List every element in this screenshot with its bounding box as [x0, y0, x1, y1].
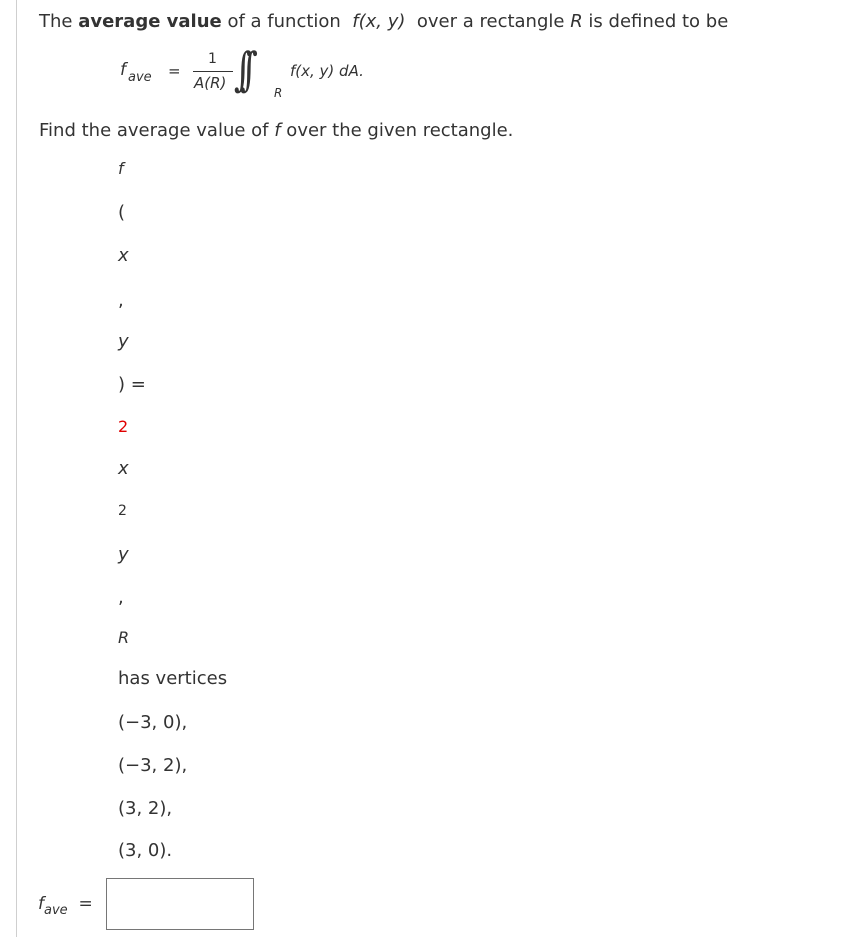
vertex-3: (3, 2), [118, 798, 173, 819]
vertex-2: (−3, 2), [118, 755, 188, 776]
integral-region: R [274, 86, 283, 100]
intro-mid: of a function [221, 11, 347, 32]
fraction-bar [193, 71, 233, 72]
stack-x-squared-base: x [118, 458, 129, 479]
vertex-4: (3, 0). [118, 840, 173, 861]
prompt-prefix: Find the average value of [39, 120, 275, 141]
answer-f-symbol: f [38, 894, 44, 914]
answer-subscript: ave [44, 903, 68, 918]
double-integral-symbol: ∫∫ [234, 42, 246, 96]
fraction-denominator: A(R) [194, 74, 227, 92]
stack-rparen-equals: ) = [118, 374, 146, 395]
intro-rect: R [570, 11, 583, 32]
intro-bold-term: average value [78, 11, 222, 32]
answer-equals: = [78, 894, 93, 914]
intro-function: f(x, y) [352, 11, 406, 32]
intro-prefix: The [39, 11, 79, 32]
stack-coefficient: 2 [118, 417, 129, 436]
stack-comma: , [118, 290, 124, 311]
question-prompt [39, 119, 513, 143]
intro-mid2: over a rectangle [411, 11, 571, 32]
stack-has-vertices: has vertices [118, 668, 228, 689]
stack-x: x [118, 245, 129, 266]
stack-y: y [118, 331, 129, 352]
answer-input[interactable] [106, 878, 254, 930]
vertex-1: (−3, 0), [118, 712, 188, 733]
formula-equals: = [168, 62, 181, 80]
stack-exponent: 2 [118, 503, 127, 519]
stack-comma2: , [118, 587, 124, 608]
f-ave-symbol: f [120, 60, 126, 80]
f-ave-subscript: ave [128, 70, 152, 85]
stack-y2: y [118, 544, 129, 565]
fraction-numerator: 1 [208, 51, 217, 67]
left-border [16, 0, 17, 937]
answer-label [38, 894, 93, 918]
prompt-suffix: over the given rectangle. [280, 120, 514, 141]
stack-f: f [118, 159, 124, 178]
stack-R: R [118, 628, 130, 647]
integrand: f(x, y) dA. [290, 62, 364, 80]
definition-text [39, 10, 728, 34]
prompt-f: f [274, 120, 281, 141]
stack-lparen: ( [118, 202, 126, 223]
intro-suffix: is defined to be [582, 11, 729, 32]
